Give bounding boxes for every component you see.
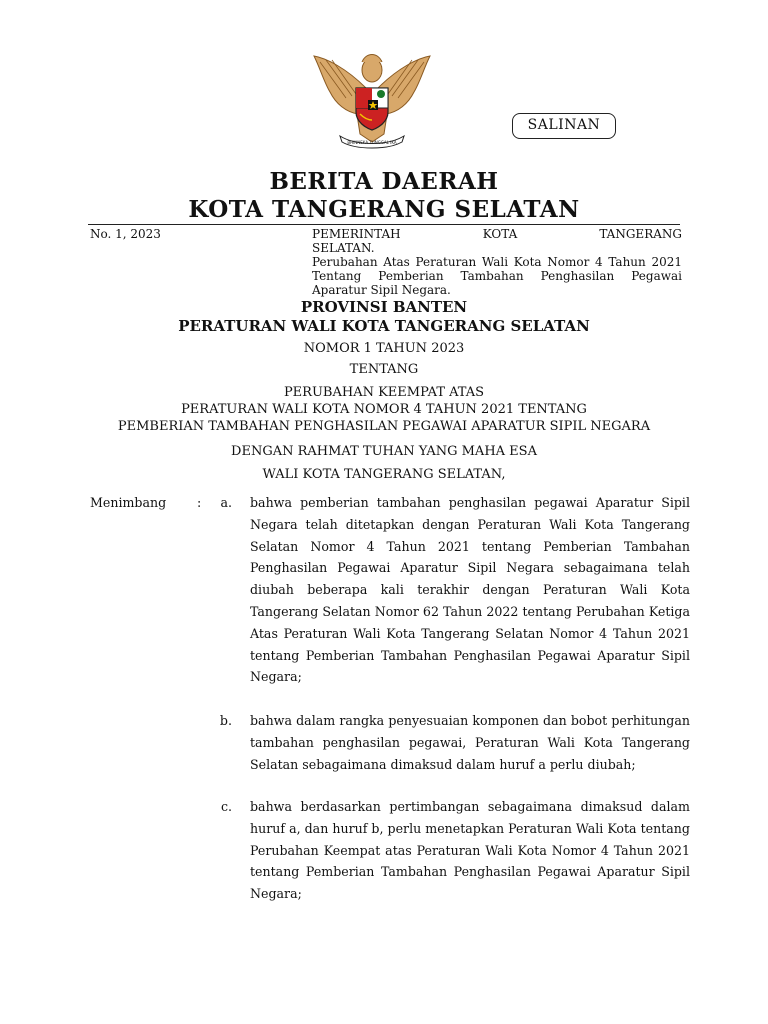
issuer-word-2: KOTA [482, 227, 518, 241]
regulation-number: NOMOR 1 TAHUN 2023 [303, 341, 465, 356]
subject-line-1: PERUBAHAN KEEMPAT ATAS [283, 385, 485, 400]
document-title-line1: BERITA DAERAH [269, 168, 499, 195]
tentang-label: TENTANG [349, 362, 419, 377]
consideration-text-b: bahwa dalam rangka penyesuaian komponen dan bobot perhitungan tambahan penghasilan pegawai, Peraturan Wali Kota Tangerang Selatan sebagaimana dimaksud dalam huruf a perlu diubah; [250, 713, 690, 772]
document-title-line2: KOTA TANGERANG SELATAN [188, 196, 580, 223]
consideration-text-c: bahwa berdasarkan pertimbangan sebagaimana dimaksud dalam huruf a, dan huruf b, perlu menetapkan Peraturan Wali Kota tentang Perubahan Keempat atas Peraturan Wali Kota Nomor 4 Tahun 2021 tentang Pemberian Tambahan Penghasilan Pegawai Aparatur Sipil Negara; [250, 799, 690, 902]
salinan-stamp: SALINAN [512, 113, 616, 139]
menimbang-label: Menimbang [90, 495, 167, 510]
consideration-text-a: bahwa pemberian tambahan penghasilan pegawai Aparatur Sipil Negara telah ditetapkan dengan Peraturan Wali Kota Tangerang Selatan Nomor 4 Tahun 2021 tentang Pemberian Tambahan Penghasilan Pegawai Aparatur Sipil Negara sebagaimana telah diubah beberapa kali terakhir dengan Peraturan Wali Kota Tangerang Selatan Nomor 62 Tahun 2022 tentang Perubahan Ketiga Atas Peraturan Wali Kota Tangerang Selatan Nomor 4 Tahun 2021 tentang Pemberian Tambahan Penghasilan Pegawai Aparatur Sipil Negara; [250, 495, 690, 685]
header-divider [88, 224, 680, 225]
consideration-letter-b: b. [219, 713, 232, 728]
subject-line-3: PEMBERIAN TAMBAHAN PENGHASILAN PEGAWAI APARATUR SIPIL NEGARA [117, 419, 651, 434]
blessing-line: DENGAN RAHMAT TUHAN YANG MAHA ESA [231, 444, 537, 459]
menimbang-colon: : [197, 495, 202, 510]
regulation-title: PERATURAN WALI KOTA TANGERANG SELATAN [178, 317, 590, 335]
province-heading: PROVINSI BANTEN [300, 298, 468, 316]
gazette-number: No. 1, 2023 [90, 227, 161, 241]
consideration-letter-c: c. [220, 799, 232, 814]
issuer-word-3: TANGERANG [599, 227, 682, 241]
issuer-word-4: SELATAN. [312, 241, 375, 255]
subject-line-2: PERATURAN WALI KOTA NOMOR 4 TAHUN 2021 TENTANG [181, 402, 587, 417]
gazette-description [312, 227, 682, 297]
issuer-word-1: PEMERINTAH [312, 227, 401, 241]
mayor-line: WALI KOTA TANGERANG SELATAN, [262, 467, 506, 482]
svg-text:BHINNEKA TUNGGAL IKA: BHINNEKA TUNGGAL IKA [347, 140, 397, 145]
garuda-emblem [306, 48, 438, 152]
consideration-letter-a: a. [220, 495, 232, 510]
gazette-issuer-line [312, 227, 682, 241]
gazette-subject: Perubahan Atas Peraturan Wali Kota Nomor 4 Tahun 2021 Tentang Pemberian Tambahan Penghasilan Pegawai Aparatur Sipil Negara. [312, 255, 682, 297]
